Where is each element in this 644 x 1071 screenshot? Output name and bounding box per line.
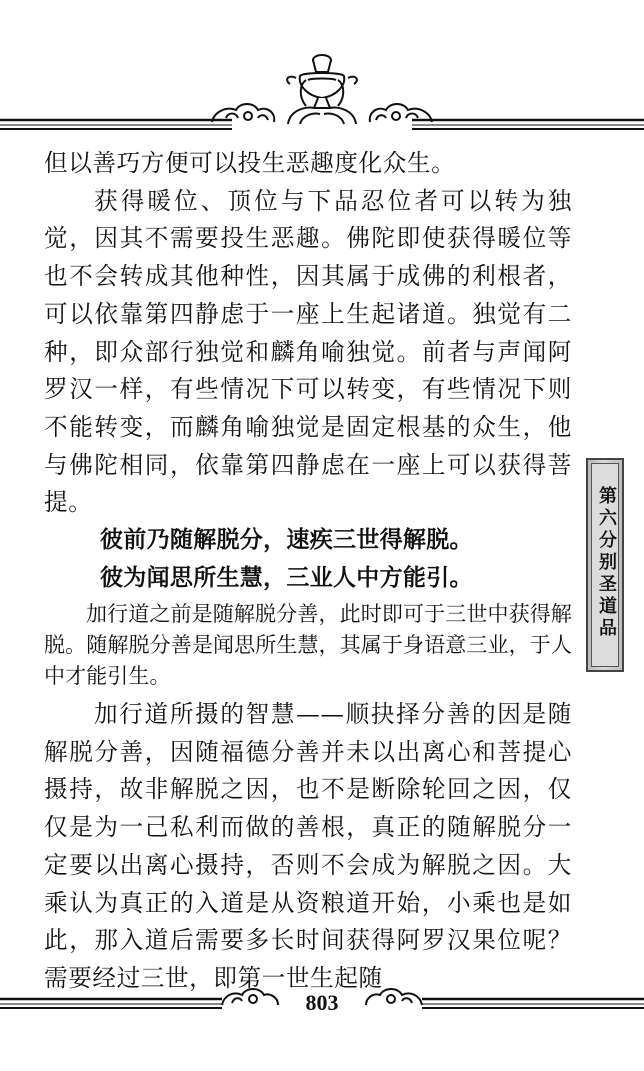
- body-paragraph: 获得暖位、顶位与下品忍位者可以转为独觉，因其不需要投生恶趣。佛陀即使获得暖位等也不会转成其他种性，因其属于成佛的利根者，可以依靠第四静虑于一座上生起诸道。独觉有二种，即众部行独觉和麟角喻独觉。前者与声闻阿罗汉一样，有些情况下可以转变，有些情况下则不能转变，而麟角喻独觉是固定根基的众生，他与佛陀相同，依靠第四静虑在一座上可以获得菩提。: [44, 186, 572, 517]
- header-ornament: [0, 0, 644, 140]
- page-number: 803: [305, 990, 339, 1015]
- commentary-paragraph: 加行道之前是随解脱分善，此时即可于三世中获得解脱。随解脱分善是闻思所生慧，其属于身语意三业，于人中才能引生。: [44, 602, 572, 689]
- chapter-side-tab: [586, 458, 624, 672]
- header-rule-right: [412, 120, 644, 129]
- header-rule-left: [0, 120, 232, 129]
- verse-line: 彼前乃随解脱分，速疾三世得解脱。: [100, 527, 473, 554]
- page-body: [44, 145, 572, 998]
- continuation-line: 但以善巧方便可以投生恶趣度化众生。: [44, 149, 456, 177]
- verse-line: 彼为闻思所生慧，三业人中方能引。: [100, 564, 473, 591]
- vase-with-cloud-ornament-icon: [287, 55, 357, 124]
- body-paragraph: 加行道所摄的智慧——顺抉择分善的因是随解脱分善，因随福德分善并未以出离心和菩提心摄持，故非解脱之因，也不是断除轮回之因，仅仅是为一己私利而做的善根，真正的随解脱分一定要以出离心摄持，否则不会成为解脱之因。大乘认为真正的入道是从资粮道开始，小乘也是如此，那入道后需要多长时间获得阿罗汉果位呢？需要经过三世，即第一世生起随: [44, 700, 572, 992]
- chapter-side-tab-label: 第六分别圣道品: [596, 486, 617, 640]
